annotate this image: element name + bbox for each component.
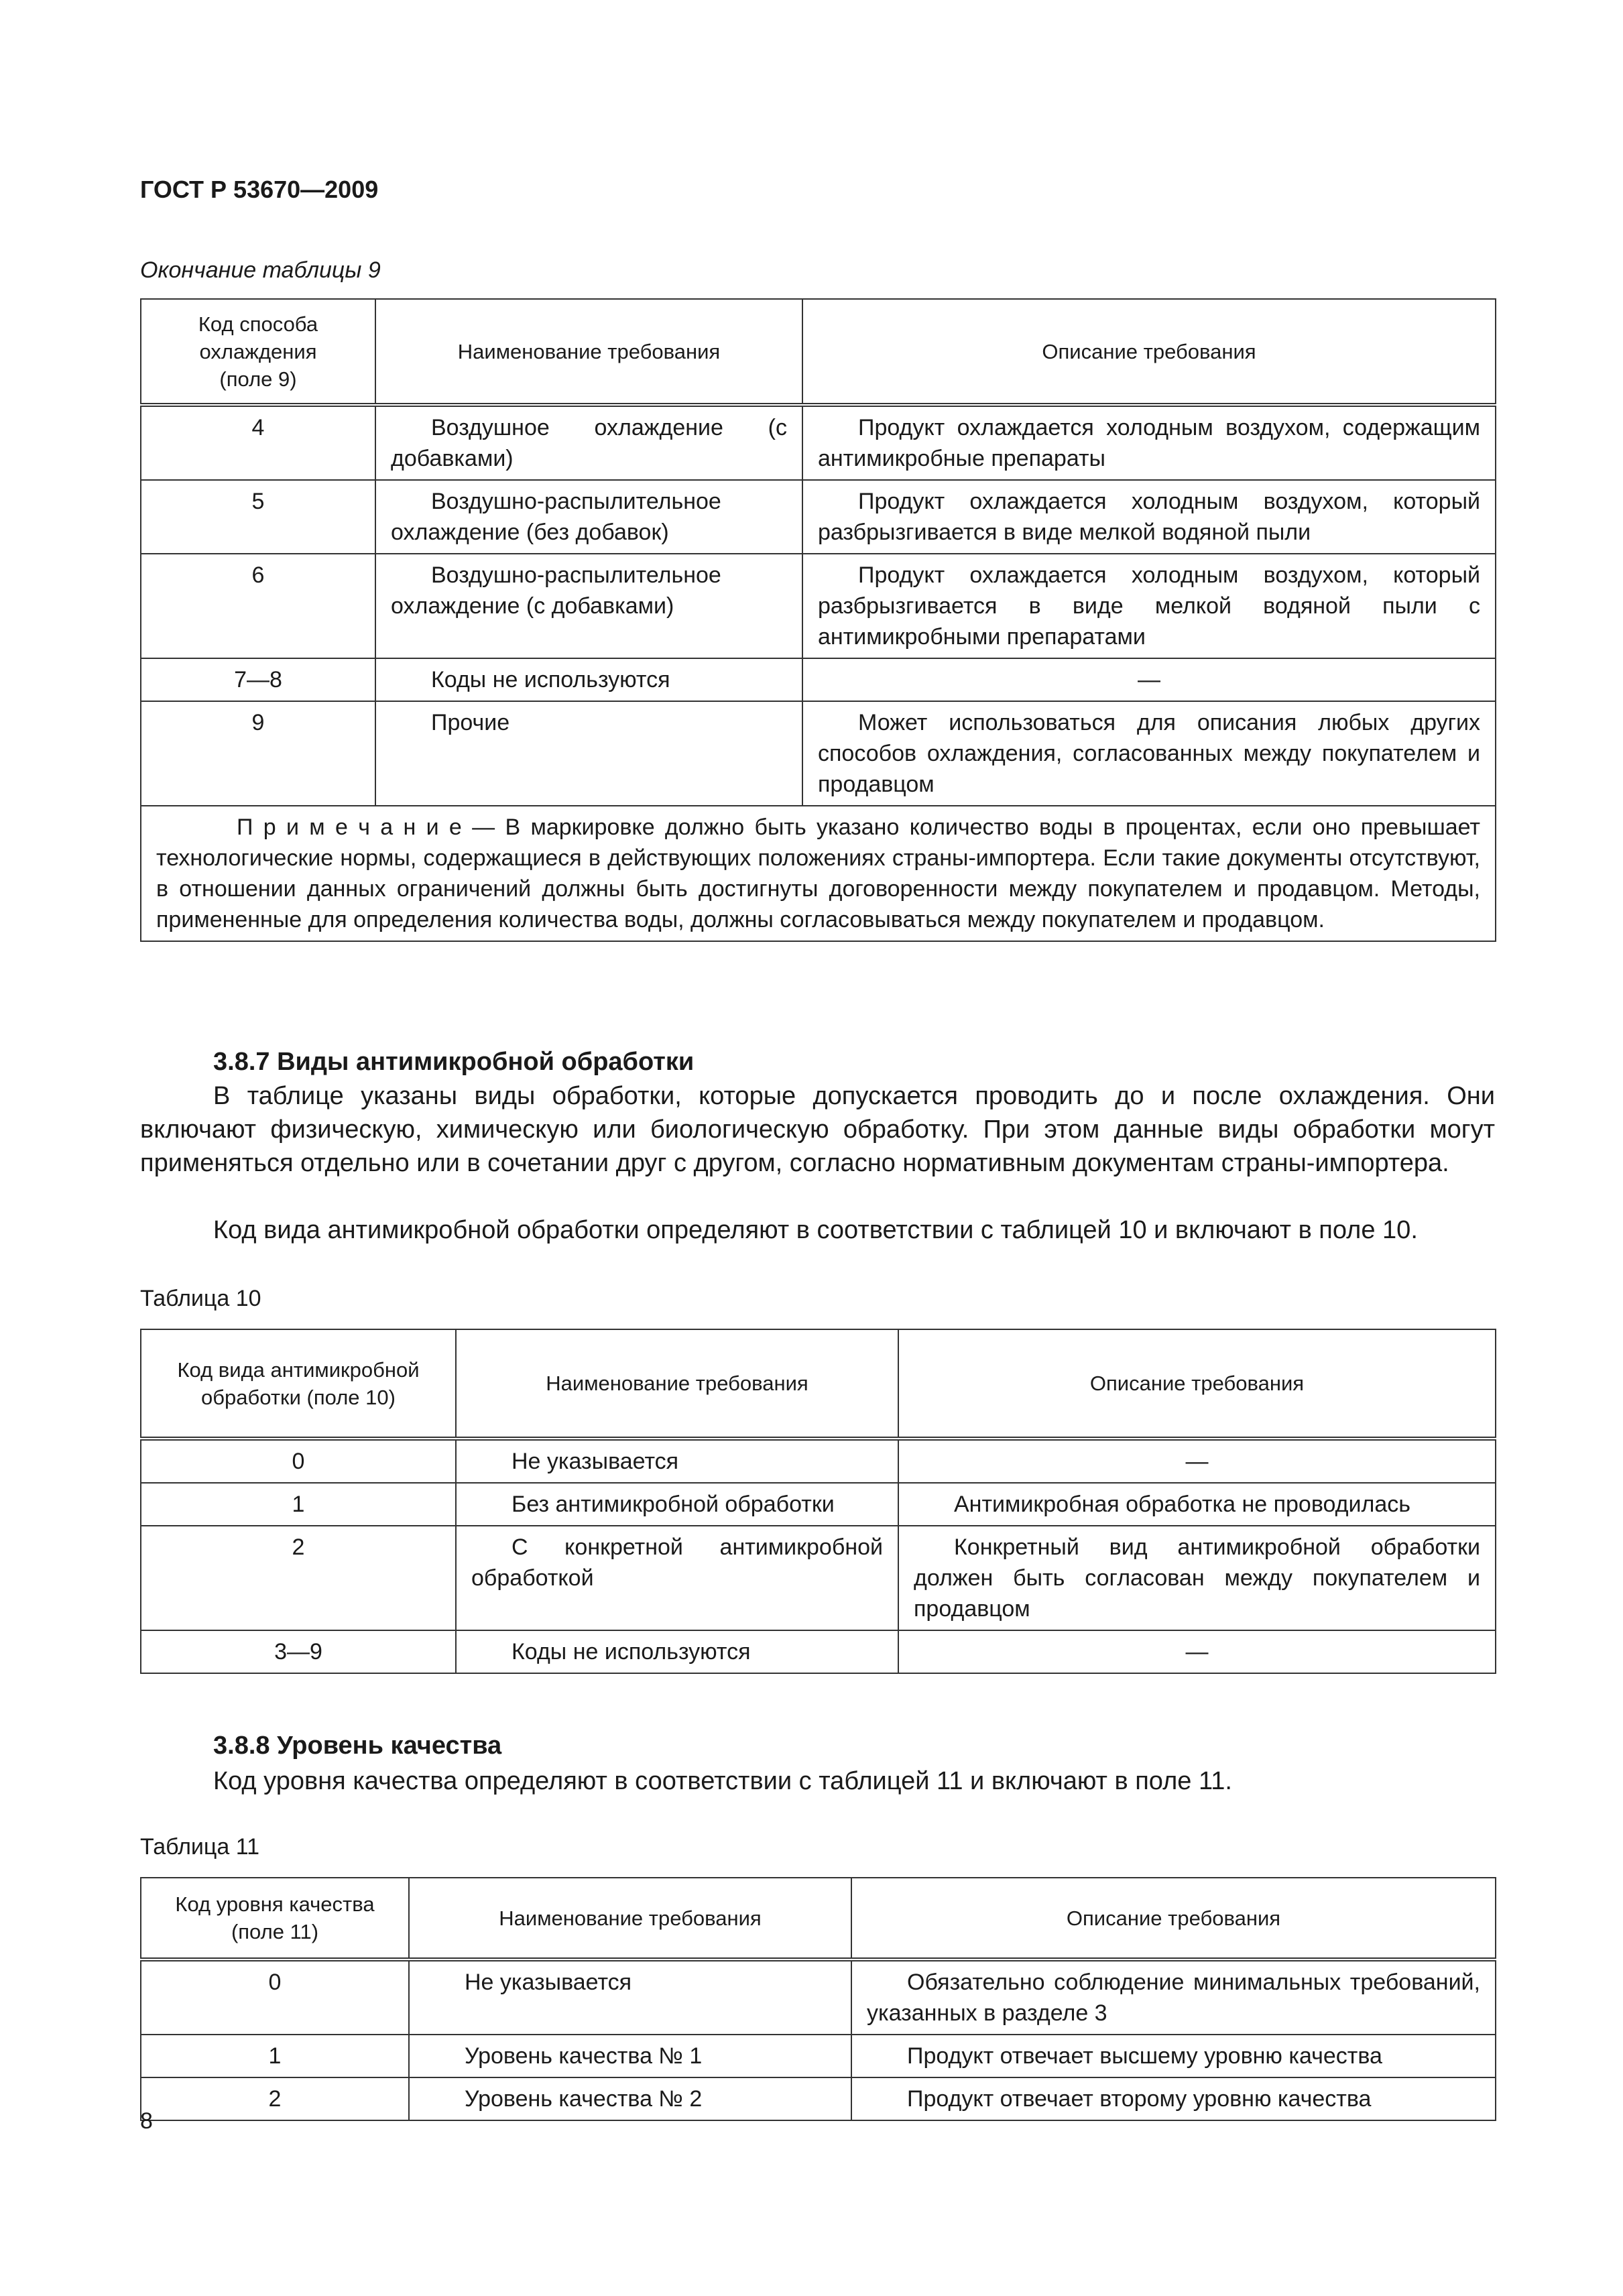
table-cell-code: 7—8 <box>141 658 375 701</box>
table-row <box>141 2077 1496 2120</box>
table-note <box>141 806 1496 941</box>
table-cell-code: 3—9 <box>141 1630 456 1673</box>
table-cell-name: Не указывается <box>456 1439 898 1483</box>
table-cell-name: Воздушное охлаждение (с добавками) <box>375 405 802 480</box>
table-cell-code: 9 <box>141 701 375 806</box>
table-cell-name: Без антимикробной обработки <box>456 1483 898 1526</box>
table-10 <box>140 1329 1496 1674</box>
table-9-header-name: Наименование требования <box>375 299 802 405</box>
table-row <box>141 1959 1496 2035</box>
table-9-header-code: Код способа охлаждения (поле 9) <box>141 299 375 405</box>
table-10-header-desc: Описание требования <box>898 1329 1496 1439</box>
table-row <box>141 2035 1496 2077</box>
table-row <box>141 1439 1496 1483</box>
table-10-header-name: Наименование требования <box>456 1329 898 1439</box>
table-row <box>141 1526 1496 1630</box>
table-cell-desc: — <box>898 1630 1496 1673</box>
table-cell-name: Не указывается <box>409 1959 851 2035</box>
table-row <box>141 480 1496 554</box>
section-title-3-8-7: 3.8.7 Виды антимикробной обработки <box>213 1048 695 1076</box>
table-cell-code: 2 <box>141 2077 409 2120</box>
table-row <box>141 405 1496 480</box>
section-paragraph: Код уровня качества определяют в соответствии с таблицей 11 и включают в поле 11. <box>213 1767 1232 1795</box>
table-cell-code: 1 <box>141 2035 409 2077</box>
table-11 <box>140 1877 1496 2121</box>
table-row <box>141 554 1496 658</box>
table-cell-code: 1 <box>141 1483 456 1526</box>
table-cell-name: С конкретной антимикробной обработкой <box>456 1526 898 1630</box>
table-cell-name: Коды не используются <box>456 1630 898 1673</box>
table-note-row <box>141 806 1496 941</box>
table-row <box>141 658 1496 701</box>
table-9-caption: Окончание таблицы 9 <box>140 257 381 283</box>
table-row <box>141 701 1496 806</box>
table-cell-code: 5 <box>141 480 375 554</box>
table-cell-name: Уровень качества № 1 <box>409 2035 851 2077</box>
table-cell-code: 4 <box>141 405 375 480</box>
table-cell-name: Воздушно-распылительное охлаждение (с добавками) <box>375 554 802 658</box>
table-row <box>141 1630 1496 1673</box>
table-11-caption: Таблица 11 <box>140 1834 260 1860</box>
table-cell-code: 0 <box>141 1439 456 1483</box>
section-paragraph: Код вида антимикробной обработки определяют в соответствии с таблицей 10 и включают в поле 10. <box>213 1216 1418 1244</box>
table-cell-desc: Продукт отвечает второму уровню качества <box>851 2077 1496 2120</box>
table-cell-desc: Продукт охлаждается холодным воздухом, содержащим антимикробные препараты <box>802 405 1496 480</box>
table-cell-name: Уровень качества № 2 <box>409 2077 851 2120</box>
table-cell-desc: Продукт охлаждается холодным воздухом, который разбрызгивается в виде мелкой водяной пыли <box>802 480 1496 554</box>
table-cell-desc: Может использоваться для описания любых других способов охлаждения, согласованных между покупателем и продавцом <box>802 701 1496 806</box>
table-9-header-desc: Описание требования <box>802 299 1496 405</box>
table-cell-desc: Продукт отвечает высшему уровню качества <box>851 2035 1496 2077</box>
section-title-3-8-8: 3.8.8 Уровень качества <box>213 1732 502 1760</box>
table-cell-code: 6 <box>141 554 375 658</box>
section-paragraph: В таблице указаны виды обработки, которые допускается проводить до и после охлаждения. Они включают физическую, химическую или биологическую обработку. При этом данные виды обработки могут применяться отдельно или в сочетании друг с другом, согласно нормативным документам страны-импортера. <box>140 1082 1495 1177</box>
page-number: 8 <box>140 2108 153 2134</box>
table-11-header-desc: Описание требования <box>851 1878 1496 1959</box>
table-9 <box>140 298 1496 942</box>
table-11-header-name: Наименование требования <box>409 1878 851 1959</box>
table-row <box>141 1483 1496 1526</box>
table-cell-name: Прочие <box>375 701 802 806</box>
note-text: — В маркировке должно быть указано количество воды в процентах, если оно превышает технологические нормы, содержащиеся в действующих положениях страны-импортера. Если такие документы отсутствуют, в отношении данных ограничений должны быть достигнуты договоренности между покупателем и продавцом. Методы, примененные для определения количества воды, должны согласовываться между покупателем и продавцом. <box>156 814 1480 932</box>
standard-header: ГОСТ Р 53670—2009 <box>140 176 379 203</box>
table-cell-desc: Обязательно соблюдение минимальных требований, указанных в разделе 3 <box>851 1959 1496 2035</box>
note-label: П р и м е ч а н и е <box>237 814 462 840</box>
table-cell-name: Коды не используются <box>375 658 802 701</box>
table-cell-desc: — <box>898 1439 1496 1483</box>
table-cell-name: Воздушно-распылительное охлаждение (без добавок) <box>375 480 802 554</box>
table-cell-code: 2 <box>141 1526 456 1630</box>
table-10-caption: Таблица 10 <box>140 1286 261 1311</box>
table-cell-desc: Конкретный вид антимикробной обработки должен быть согласован между покупателем и продавцом <box>898 1526 1496 1630</box>
table-cell-desc: Продукт охлаждается холодным воздухом, который разбрызгивается в виде мелкой водяной пыли с антимикробными препаратами <box>802 554 1496 658</box>
table-cell-desc: Антимикробная обработка не проводилась <box>898 1483 1496 1526</box>
table-cell-code: 0 <box>141 1959 409 2035</box>
table-10-header-code: Код вида антимикробной обработки (поле 10) <box>141 1329 456 1439</box>
table-11-header-code: Код уровня качества (поле 11) <box>141 1878 409 1959</box>
table-cell-desc: — <box>802 658 1496 701</box>
